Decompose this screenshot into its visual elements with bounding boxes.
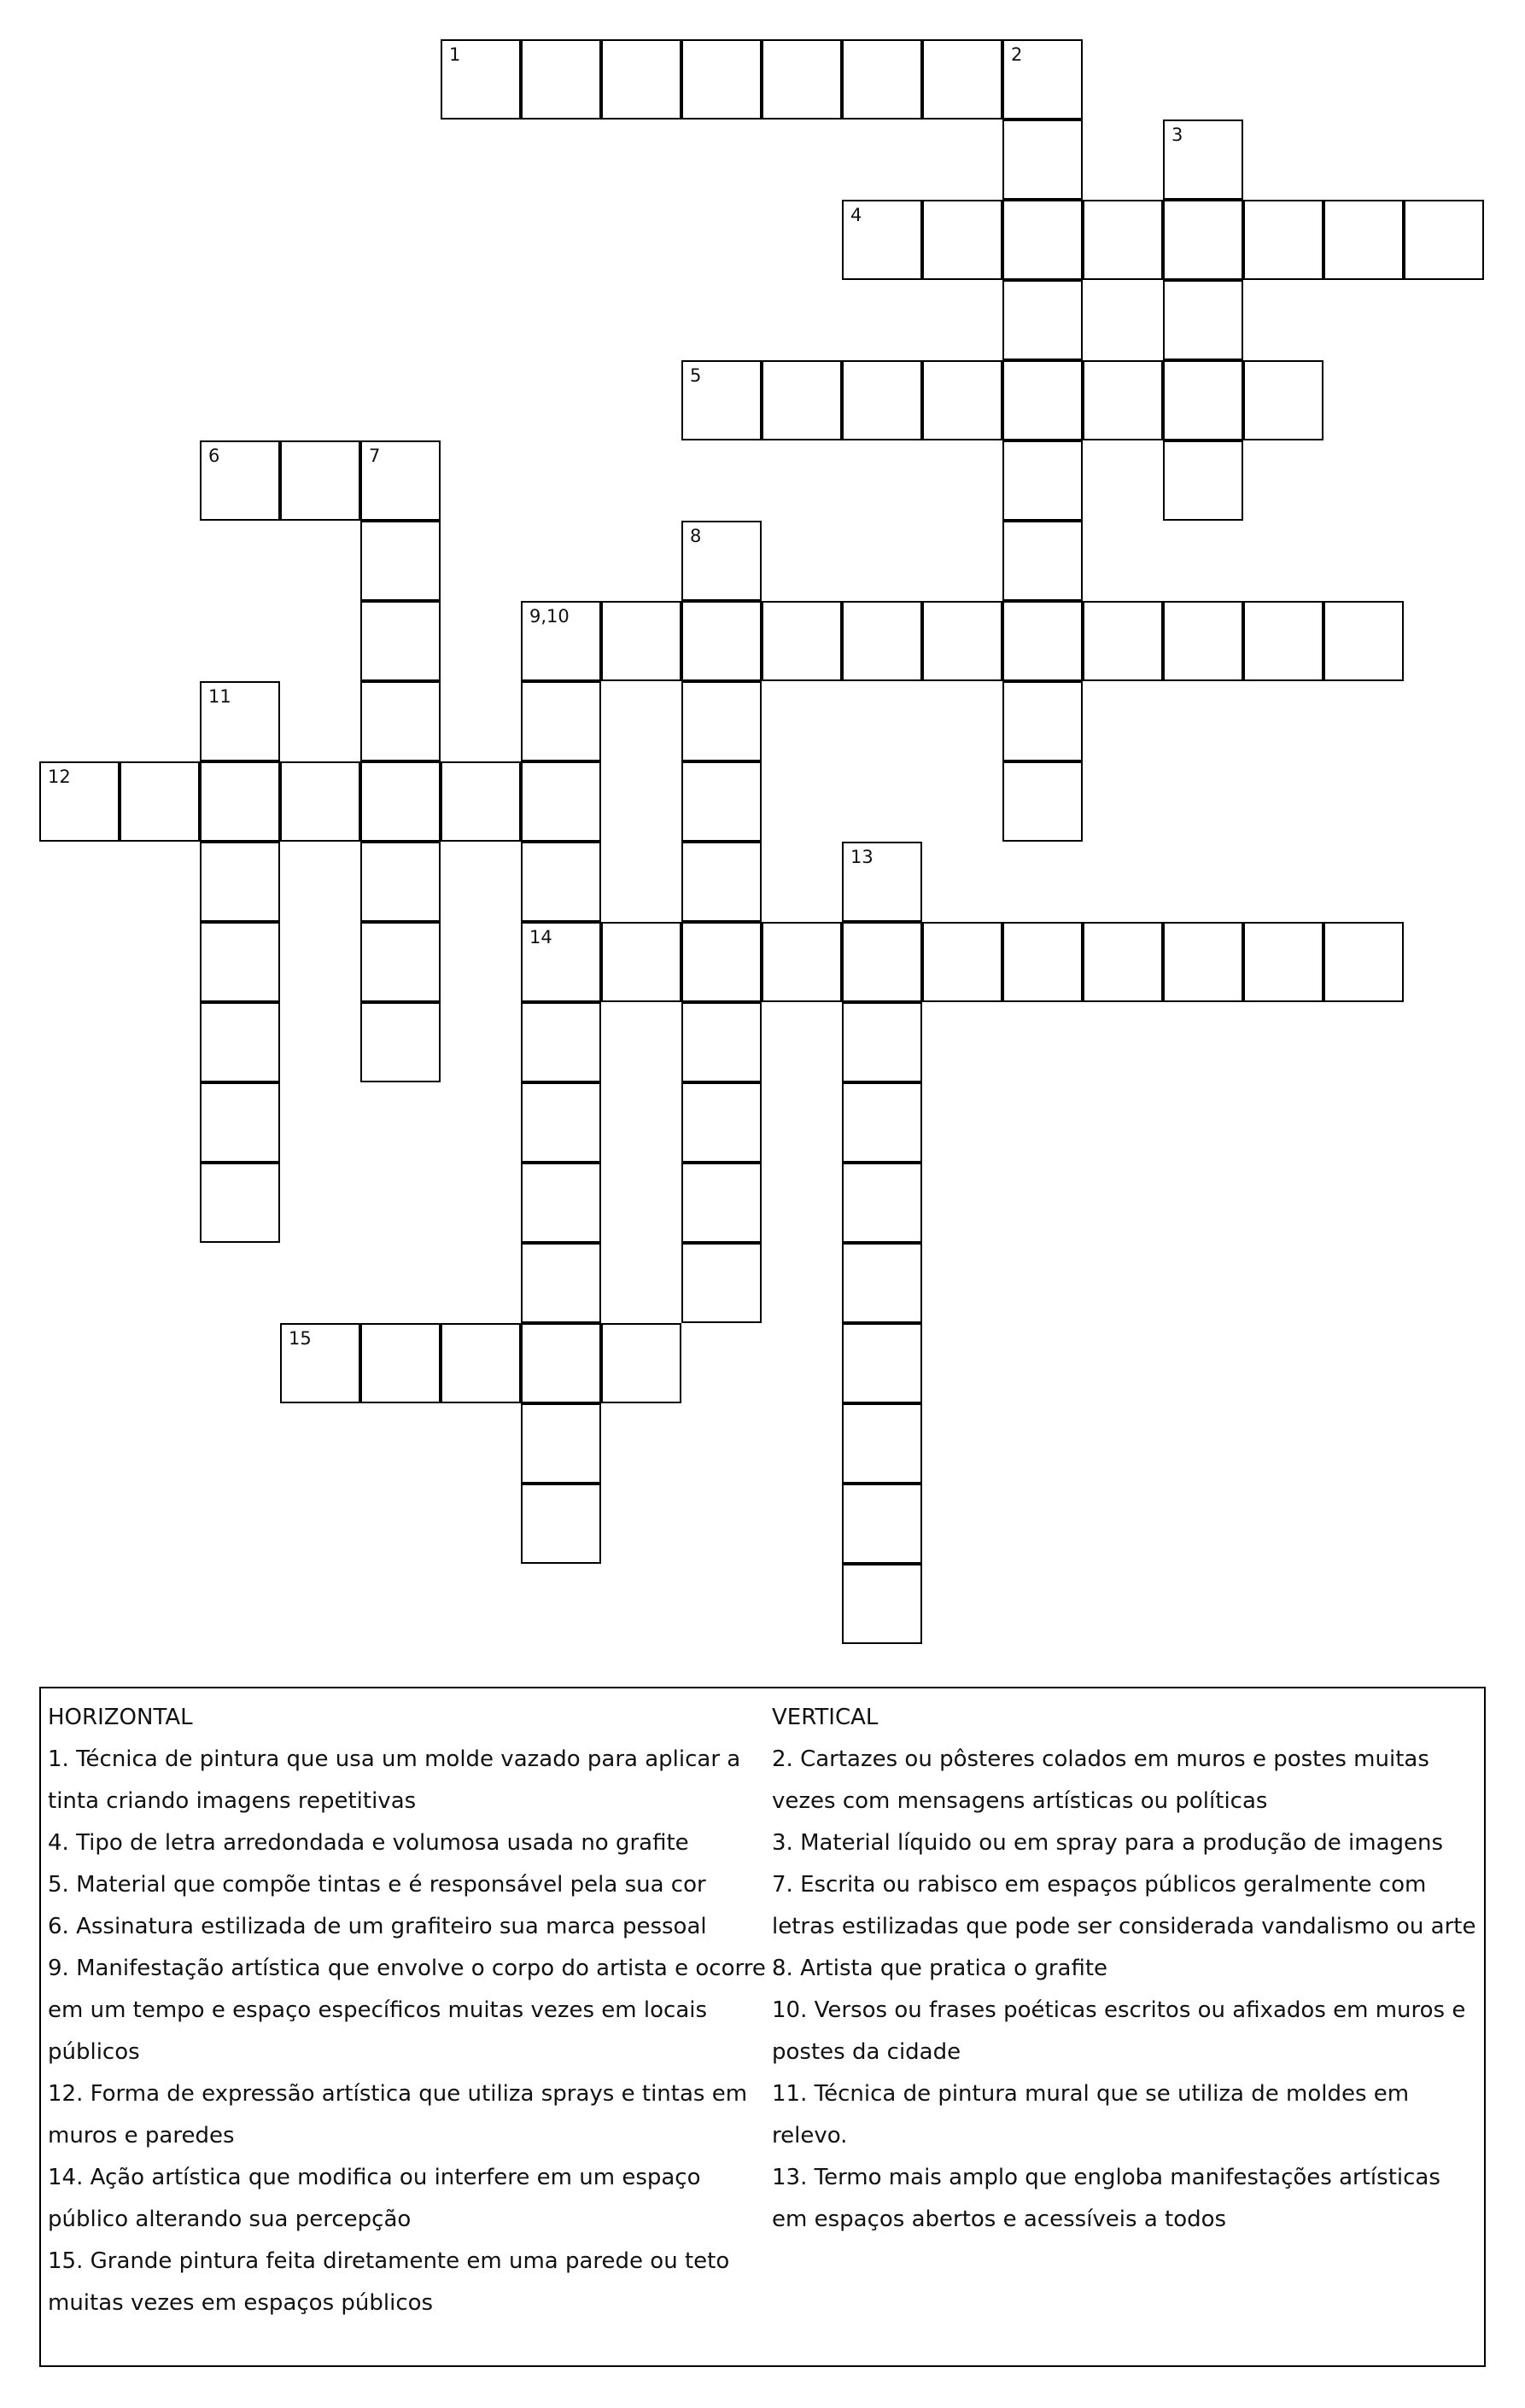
clue-number: 14 [529, 927, 552, 947]
clue-number: 2 [1011, 44, 1023, 65]
crossword-cell[interactable] [681, 1243, 762, 1323]
crossword-cell[interactable] [1243, 601, 1323, 681]
crossword-cell[interactable] [922, 39, 1002, 120]
crossword-cell[interactable] [200, 922, 280, 1002]
crossword-cell[interactable] [681, 761, 762, 842]
crossword-cell[interactable] [1404, 200, 1484, 280]
clue-number: 11 [208, 686, 231, 707]
clue-horizontal-4: 4. Tipo de letra arredondada e volumosa usada no grafite [48, 1830, 689, 1856]
crossword-cell[interactable] [1163, 922, 1243, 1002]
crossword-cell[interactable] [360, 1002, 441, 1082]
clue-vertical-10: 10. Versos ou frases poéticas escritos ou afixados em muros e postes da cidade [772, 1997, 1466, 2065]
clue-number: 15 [289, 1328, 312, 1349]
crossword-cell[interactable] [1163, 360, 1243, 440]
crossword-cell[interactable] [521, 681, 601, 761]
crossword-cell[interactable] [1163, 280, 1243, 360]
crossword-cell[interactable] [200, 842, 280, 922]
crossword-cell[interactable] [1083, 200, 1163, 280]
clue-horizontal-6: 6. Assinatura estilizada de um grafiteiro sua marca pessoal [48, 1914, 707, 1939]
crossword-cell[interactable] [521, 761, 601, 842]
crossword-cell[interactable] [521, 39, 601, 120]
crossword-cell[interactable] [601, 922, 681, 1002]
crossword-cell[interactable] [521, 922, 601, 1002]
crossword-cell[interactable] [842, 1323, 922, 1403]
crossword-cell[interactable] [360, 922, 441, 1002]
crossword-cell[interactable] [842, 39, 922, 120]
crossword-cell[interactable] [681, 601, 762, 681]
clue-horizontal-9: 9. Manifestação artística que envolve o corpo do artista e ocorre em um tempo e espaço específicos muitas vezes em locais públicos [48, 1956, 766, 2065]
crossword-cell[interactable] [1002, 440, 1083, 521]
crossword-cell[interactable] [280, 761, 360, 842]
crossword-cell[interactable] [762, 601, 842, 681]
crossword-cell[interactable] [842, 1403, 922, 1484]
crossword-cell[interactable] [521, 1403, 601, 1484]
crossword-cell[interactable] [922, 601, 1002, 681]
crossword-cell[interactable] [441, 761, 521, 842]
crossword-cell[interactable] [681, 39, 762, 120]
vertical-clues-title: VERTICAL [772, 1705, 879, 1730]
crossword-cell[interactable] [1163, 440, 1243, 521]
crossword-cell[interactable] [280, 1323, 360, 1403]
crossword-cell[interactable] [200, 1002, 280, 1082]
clue-number: 13 [850, 847, 874, 867]
crossword-cell[interactable] [39, 761, 120, 842]
clue-vertical-13: 13. Termo mais amplo que engloba manifestações artísticas em espaços abertos e acessíveis a todos [772, 2165, 1440, 2232]
vertical-clues-column [772, 1697, 1482, 2241]
crossword-cell[interactable] [681, 842, 762, 922]
clue-number: 6 [208, 446, 220, 466]
crossword-cell[interactable] [681, 521, 762, 601]
crossword-cell[interactable] [762, 39, 842, 120]
crossword-cell[interactable] [1163, 601, 1243, 681]
crossword-cell[interactable] [842, 1082, 922, 1163]
crossword-cell[interactable] [360, 761, 441, 842]
crossword-cell[interactable] [1083, 360, 1163, 440]
crossword-cell[interactable] [601, 601, 681, 681]
crossword-cell[interactable] [681, 1163, 762, 1243]
crossword-cell[interactable] [120, 761, 200, 842]
crossword-cell[interactable] [842, 360, 922, 440]
crossword-cell[interactable] [1323, 601, 1404, 681]
crossword-cell[interactable] [762, 360, 842, 440]
crossword-cell[interactable] [922, 360, 1002, 440]
clue-horizontal-5: 5. Material que compõe tintas e é responsável pela sua cor [48, 1872, 706, 1898]
crossword-cell[interactable] [681, 1002, 762, 1082]
crossword-cell[interactable] [842, 1163, 922, 1243]
crossword-cell[interactable] [1083, 601, 1163, 681]
crossword-cell[interactable] [601, 39, 681, 120]
crossword-cell[interactable] [200, 440, 280, 521]
crossword-cell[interactable] [360, 440, 441, 521]
clue-horizontal-15: 15. Grande pintura feita diretamente em uma parede ou teto muitas vezes em espaços públicos [48, 2248, 730, 2316]
crossword-cell[interactable] [681, 1082, 762, 1163]
crossword-cell[interactable] [1243, 360, 1323, 440]
clue-number: 8 [690, 526, 702, 546]
clue-horizontal-1: 1. Técnica de pintura que usa um molde vazado para aplicar a tinta criando imagens repetitivas [48, 1746, 741, 1814]
crossword-cell[interactable] [1002, 39, 1083, 120]
crossword-cell[interactable] [681, 681, 762, 761]
crossword-cell[interactable] [842, 1484, 922, 1564]
crossword-cell[interactable] [1163, 200, 1243, 280]
clue-number: 12 [48, 767, 71, 787]
crossword-cell[interactable] [681, 922, 762, 1002]
crossword-cell[interactable] [1323, 922, 1404, 1002]
crossword-cell[interactable] [1243, 922, 1323, 1002]
crossword-cell[interactable] [681, 360, 762, 440]
clue-vertical-3: 3. Material líquido ou em spray para a produção de imagens [772, 1830, 1444, 1856]
crossword-cell[interactable] [360, 681, 441, 761]
crossword-cell[interactable] [1002, 761, 1083, 842]
crossword-cell[interactable] [360, 601, 441, 681]
crossword-cell[interactable] [441, 1323, 521, 1403]
crossword-cell[interactable] [842, 1002, 922, 1082]
crossword-cell[interactable] [200, 1082, 280, 1163]
crossword-cell[interactable] [842, 922, 922, 1002]
crossword-cell[interactable] [1002, 521, 1083, 601]
crossword-cell[interactable] [601, 1323, 681, 1403]
crossword-cell[interactable] [922, 922, 1002, 1002]
crossword-cell[interactable] [1002, 120, 1083, 200]
clue-horizontal-12: 12. Forma de expressão artística que utiliza sprays e tintas em muros e paredes [48, 2081, 748, 2149]
crossword-cell[interactable] [842, 1243, 922, 1323]
crossword-cell[interactable] [521, 1082, 601, 1163]
clue-vertical-7: 7. Escrita ou rabisco em espaços públicos geralmente com letras estilizadas que pode ser considerada vandalismo ou arte [772, 1872, 1476, 1939]
horizontal-clues-column [48, 1697, 774, 2324]
clue-horizontal-14: 14. Ação artística que modifica ou interfere em um espaço público alterando sua percepção [48, 2165, 701, 2232]
clue-number: 9,10 [529, 606, 570, 627]
crossword-cell[interactable] [1002, 280, 1083, 360]
crossword-cell[interactable] [200, 1163, 280, 1243]
crossword-cell[interactable] [200, 681, 280, 761]
clue-number: 7 [369, 446, 381, 466]
crossword-cell[interactable] [521, 1484, 601, 1564]
crossword-cell[interactable] [360, 521, 441, 601]
crossword-cell[interactable] [200, 761, 280, 842]
crossword-cell[interactable] [441, 39, 521, 120]
clue-number: 4 [850, 205, 862, 225]
crossword-cell[interactable] [1323, 200, 1404, 280]
crossword-cell[interactable] [360, 842, 441, 922]
clue-vertical-2: 2. Cartazes ou pôsteres colados em muros e postes muitas vezes com mensagens artísticas ou políticas [772, 1746, 1429, 1814]
crossword-cell[interactable] [521, 1243, 601, 1323]
crossword-cell[interactable] [1002, 922, 1083, 1002]
crossword-cell[interactable] [360, 1323, 441, 1403]
clue-number: 1 [449, 44, 461, 65]
clue-number: 5 [690, 365, 702, 386]
crossword-cell[interactable] [922, 200, 1002, 280]
crossword-cell[interactable] [842, 1564, 922, 1644]
crossword-cell[interactable] [1002, 681, 1083, 761]
crossword-cell[interactable] [1002, 360, 1083, 440]
crossword-cell[interactable] [842, 601, 922, 681]
crossword-cell[interactable] [521, 842, 601, 922]
horizontal-clues-title: HORIZONTAL [48, 1705, 193, 1730]
clue-vertical-8: 8. Artista que pratica o grafite [772, 1956, 1108, 1981]
crossword-cell[interactable] [521, 1163, 601, 1243]
crossword-cell[interactable] [842, 842, 922, 922]
crossword-cell[interactable] [1002, 200, 1083, 280]
crossword-cell[interactable] [1083, 922, 1163, 1002]
crossword-cell[interactable] [521, 1002, 601, 1082]
crossword-cell[interactable] [842, 200, 922, 280]
crossword-cell[interactable] [1002, 601, 1083, 681]
clues-box [39, 1687, 1486, 2367]
crossword-cell[interactable] [1163, 120, 1243, 200]
crossword-cell[interactable] [521, 1323, 601, 1403]
crossword-cell[interactable] [1243, 200, 1323, 280]
clue-number: 3 [1172, 125, 1183, 145]
crossword-cell[interactable] [280, 440, 360, 521]
crossword-cell[interactable] [762, 922, 842, 1002]
clue-vertical-11: 11. Técnica de pintura mural que se utiliza de moldes em relevo. [772, 2081, 1410, 2149]
crossword-cell[interactable] [521, 601, 601, 681]
